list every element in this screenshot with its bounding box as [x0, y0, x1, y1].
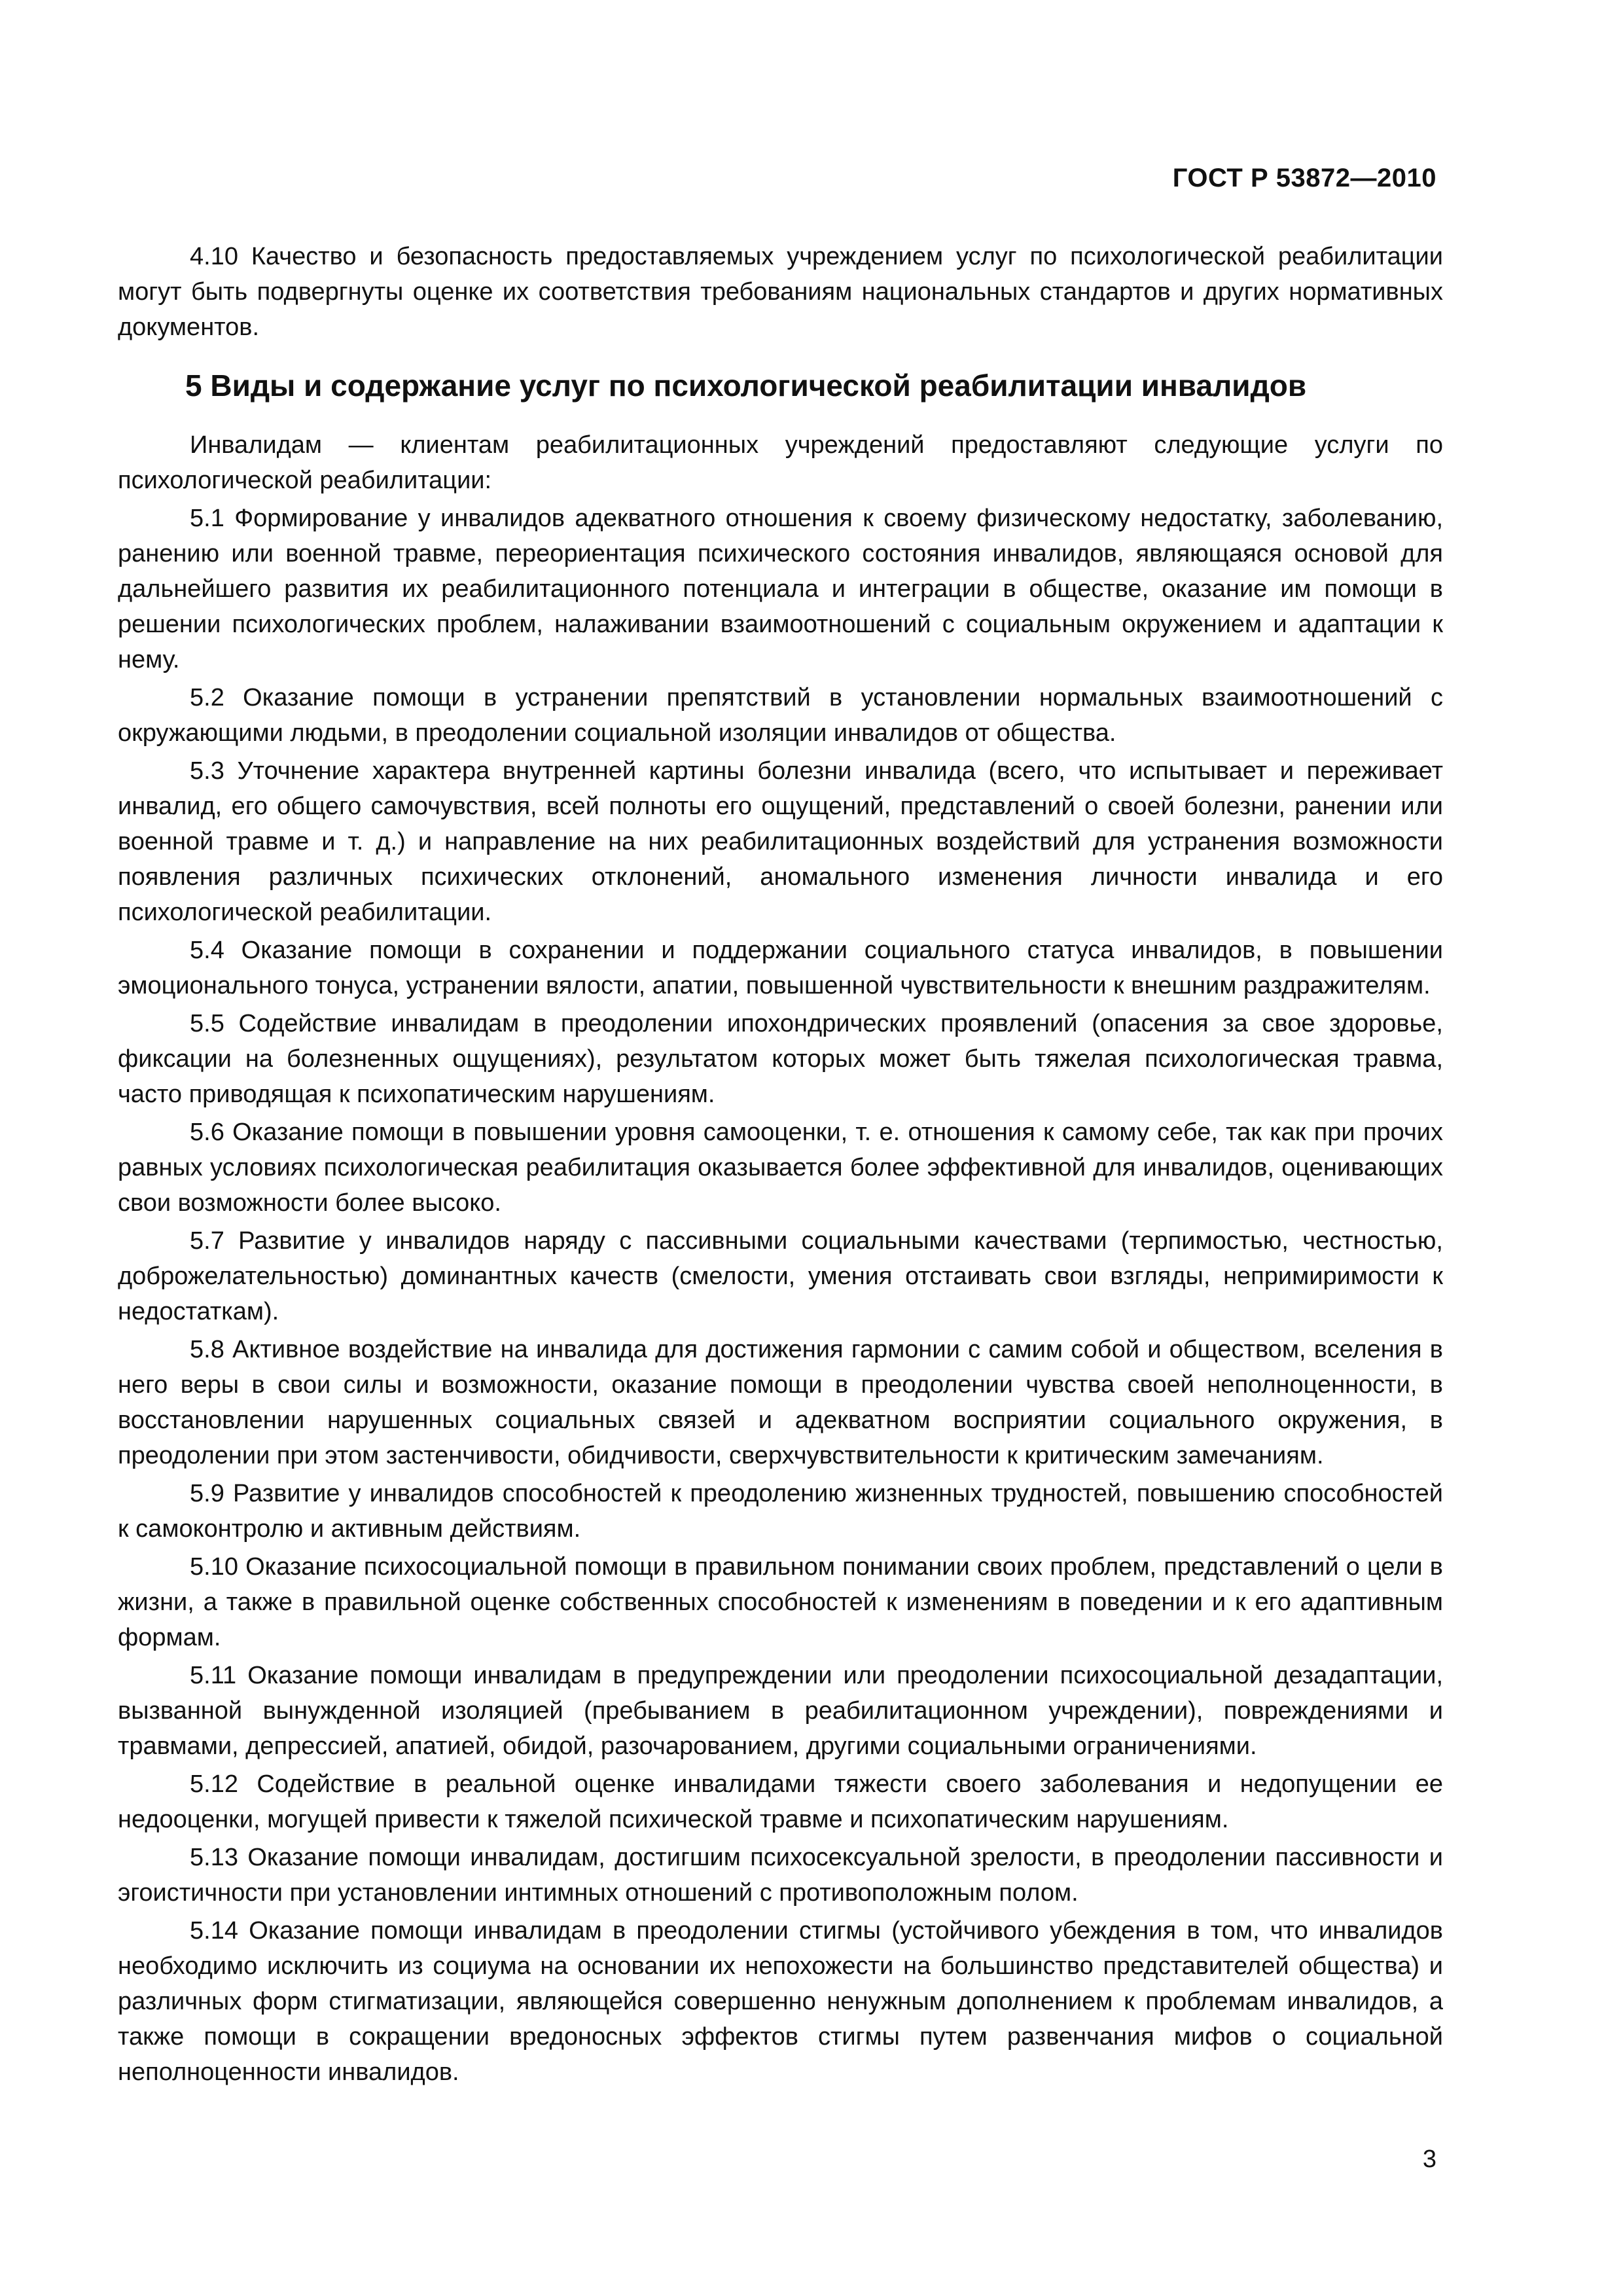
clause-5-8: 5.8 Активное воздействие на инвалида для достижения гармонии с самим собой и обществом, вселения в него веры в свои силы и возможности, оказание помощи в преодолении чувства своей неполноценности, в восстановлении нарушенных социальных связей и адекватном восприятии социального окружения, в преодолении при этом застенчивости, обидчивости, сверхчувствительности к критическим замечаниям. [118, 1336, 1443, 1469]
clause-5-14: 5.14 Оказание помощи инвалидам в преодолении стигмы (устойчивого убеждения в том, что инвалидов необходимо исключить из социума на основании их непохожести на большинство представителей общества) и различных форм стигматизации, являющейся совершенно ненужным дополнением к проблемам инвалидов, а также помощи в сокращении вредоносных эффектов стигмы путем развенчания мифов о социальной неполноценности инвалидов. [118, 1917, 1443, 2086]
clause-5-9: 5.9 Развитие у инвалидов способностей к преодолению жизненных трудностей, повышению способностей к самоконтролю и активным действиям. [118, 1480, 1443, 1543]
clause-5-10: 5.10 Оказание психосоциальной помощи в правильном понимании своих проблем, представлений о цели в жизни, а также в правильной оценке собственных способностей к изменениям в поведении и к его адаптивным формам. [118, 1553, 1443, 1651]
clause-5-5: 5.5 Содействие инвалидам в преодолении ипохондрических проявлений (опасения за свое здоровье, фиксации на болезненных ощущениях), результатом которых может быть тяжелая психологическая травма, часто приводящая к психопатическим нарушениям. [118, 1010, 1443, 1108]
page-number: 3 [1422, 2145, 1436, 2173]
clause-5-1: 5.1 Формирование у инвалидов адекватного отношения к своему физическому недостатку, заболеванию, ранению или военной травме, переориентация психического состояния инвалидов, являющаяся основой для дальнейшего развития их реабилитационного потенциала и интеграции в обществе, оказание им помощи в решении психологических проблем, налаживании взаимоотношений с социальным окружением и адаптации к нему. [118, 505, 1443, 673]
clause-4-10: 4.10 Качество и безопасность предоставляемых учреждением услуг по психологической реабилитации могут быть подвергнуты оценке их соответствия требованиям национальных стандартов и других нормативных документов. [118, 243, 1443, 341]
clause-5-6: 5.6 Оказание помощи в повышении уровня самооценки, т. е. отношения к самому себе, так как при прочих равных условиях психологическая реабилитация оказывается более эффективной для инвалидов, оценивающих свои возможности более высоко. [118, 1119, 1443, 1217]
standard-id-header: ГОСТ Р 53872—2010 [1172, 164, 1436, 192]
clause-5-4: 5.4 Оказание помощи в сохранении и поддержании социального статуса инвалидов, в повышении эмоционального тонуса, устранении вялости, апатии, повышенной чувствительности к внешним раздражителям. [118, 937, 1443, 999]
clause-5-7: 5.7 Развитие у инвалидов наряду с пассивными социальными качествами (терпимостью, честностью, доброжелательностью) доминантных качеств (смелости, умения отстаивать свои взгляды, непримиримости к недостаткам). [118, 1227, 1443, 1325]
clause-5-12: 5.12 Содействие в реальной оценке инвалидами тяжести своего заболевания и недопущении ее недооценки, могущей привести к тяжелой психической травме и психопатическим нарушениям. [118, 1770, 1443, 1833]
section-title: 5 Виды и содержание услуг по психологической реабилитации инвалидов [185, 368, 1307, 403]
clause-5-13: 5.13 Оказание помощи инвалидам, достигшим психосексуальной зрелости, в преодолении пассивности и эгоистичности при установлении интимных отношений с противоположным полом. [118, 1844, 1443, 1907]
document-body [118, 239, 1443, 2092]
clause-5-11: 5.11 Оказание помощи инвалидам в предупреждении или преодолении психосоциальной дезадаптации, вызванной вынужденной изоляцией (пребыванием в реабилитационном учреждении), повреждениями и травмами, депрессией, апатией, обидой, разочарованием, другими социальными ограничениями. [118, 1662, 1443, 1760]
clause-5-3: 5.3 Уточнение характера внутренней картины болезни инвалида (всего, что испытывает и переживает инвалид, его общего самочувствия, всей полноты его ощущений, представлений о своей болезни, ранении или военной травме и т. д.) и направление на них реабилитационных воздействий для устранения возможности появления различных психических отклонений, аномального изменения личности инвалида и его психологической реабилитации. [118, 757, 1443, 926]
section-lead: Инвалидам — клиентам реабилитационных учреждений предоставляют следующие услуги по психологической реабилитации: [118, 431, 1443, 494]
clause-5-2: 5.2 Оказание помощи в устранении препятствий в установлении нормальных взаимоотношений с окружающими людьми, в преодолении социальной изоляции инвалидов от общества. [118, 684, 1443, 747]
